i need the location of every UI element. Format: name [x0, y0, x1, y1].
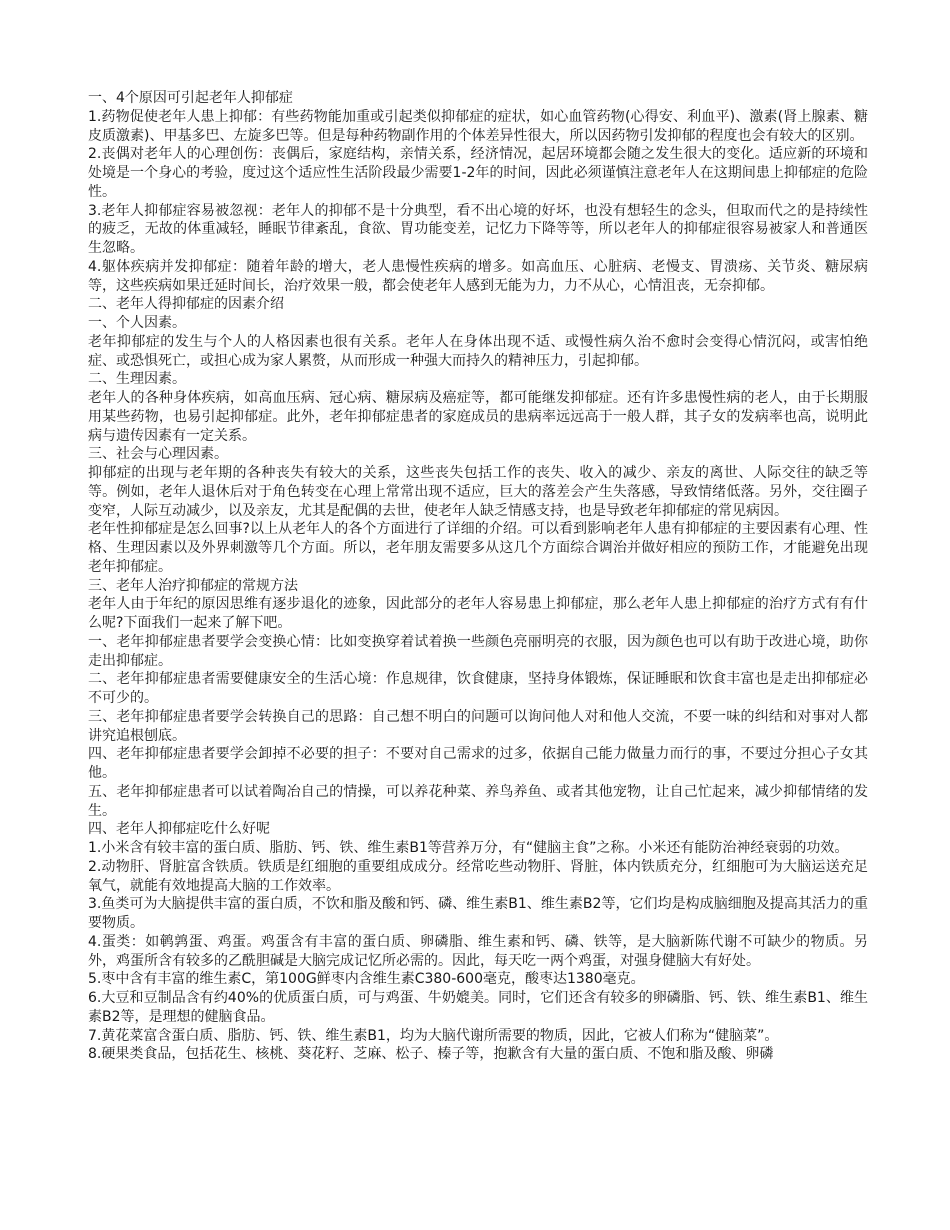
paragraph: 3.鱼类可为大脑提供丰富的蛋白质，不饮和脂及酸和钙、磷、维生素B1、维生素B2等，它们均是构成脑细胞及提高其活力的重要物质。	[88, 896, 868, 931]
paragraph: 2.动物肝、肾脏富含铁质。铁质是红细胞的重要组成成分。经常吃些动物肝、肾脏，体内铁质充分，红细胞可为大脑运送充足氧气，就能有效地提高大脑的工作效率。	[88, 858, 868, 894]
paragraph: 4.躯体疾病并发抑郁症：随着年龄的增大，老人患慢性疾病的增多。如高血压、心脏病、老慢支、胃溃疡、关节炎、糖尿病等，这些疾病如果迁延时间长，治疗效果一般，都会使老年人感到无能为力，力不从心，心情沮丧，无奈抑郁。	[88, 258, 868, 294]
paragraph: 4.蛋类：如鹌鹑蛋、鸡蛋。鸡蛋含有丰富的蛋白质、卵磷脂、维生素和钙、磷、铁等，是大脑新陈代谢不可缺少的物质。另外，鸡蛋所含有较多的乙酰胆碱是大脑完成记忆所必需的。因此，每天吃一两个鸡蛋，对强身健脑大有好处。	[88, 933, 868, 969]
subheading: 一、个人因素。	[88, 315, 186, 331]
paragraph: 抑郁症的出现与老年期的各种丧失有较大的关系，这些丧失包括工作的丧失、收入的减少、亲友的离世、人际交往的缺乏等等。例如，老年人退休后对于角色转变在心理上常常出现不适应，巨大的落差会产生失落感，导致情绪低落。另外，交往圈子变窄，人际互动减少，以及亲友，尤其是配偶的去世，使老年人缺乏情感支持，也是导致老年抑郁症的常见病因。	[88, 465, 868, 519]
section-heading: 二、老年人得抑郁症的因素介绍	[88, 296, 284, 313]
paragraph: 四、老年抑郁症患者要学会卸掉不必要的担子：不要对自己需求的过多，依据自己能力做量力而行的事，不要过分担心子女其他。	[88, 746, 868, 781]
paragraph: 7.黄花菜富含蛋白质、脂肪、钙、铁、维生素B1，均为大脑代谢所需要的物质，因此，它被人们称为“健脑菜”。	[88, 1027, 779, 1044]
paragraph: 1.药物促使老年人患上抑郁：有些药物能加重或引起类似抑郁症的症状，如心血管药物(心得安、利血平)、激素(肾上腺素、糖皮质激素)、甲基多巴、左旋多巴等。但是每种药物副作用的个体差异性很大，所以因药物引发抑郁的程度也会有较大的区别。	[88, 108, 868, 144]
paragraph: 老年人由于年纪的原因思维有逐步退化的迹象，因此部分的老年人容易患上抑郁症，那么老年人患上抑郁症的治疗方式有有什么呢?下面我们一起来了解下吧。	[88, 596, 868, 631]
paragraph: 老年性抑郁症是怎么回事?以上从老年人的各个方面进行了详细的介绍。可以看到影响老年人患有抑郁症的主要因素有心理、性格、生理因素以及外界刺激等几个方面。所以，老年朋友需要多从这几个方面综合调治并做好相应的预防工作，才能避免出现老年抑郁症。	[88, 521, 868, 575]
paragraph: 五、老年抑郁症患者可以试着陶冶自己的情操，可以养花种菜、养鸟养鱼、或者其他宠物，让自己忙起来，减少抑郁情绪的发生。	[88, 783, 868, 819]
paragraph: 二、老年抑郁症患者需要健康安全的生活心境：作息规律，饮食健康，坚持身体锻炼，保证睡眠和饮食丰富也是走出抑郁症必不可少的。	[88, 671, 868, 706]
paragraph: 5.枣中含有丰富的维生素C，第100G鲜枣内含维生素C380-600毫克，酸枣达1380毫克。	[88, 971, 645, 988]
subheading: 三、社会与心理因素。	[88, 446, 228, 463]
section-heading: 四、老年人抑郁症吃什么好呢	[88, 821, 270, 838]
document-body	[88, 89, 868, 1064]
paragraph: 一、老年抑郁症患者要学会变换心情：比如变换穿着试着换一些颜色亮丽明亮的衣服，因为颜色也可以有助于改进心境，助你走出抑郁症。	[88, 633, 868, 669]
paragraph: 老年人的各种身体疾病，如高血压病、冠心病、糖尿病及癌症等，都可能继发抑郁症。还有许多患慢性病的老人，由于长期服用某些药物，也易引起抑郁症。此外，老年抑郁症患者的家庭成员的患病率远远高于一般人群，其子女的发病率也高，说明此病与遗传因素有一定关系。	[88, 390, 868, 444]
section-heading: 一、4个原因可引起老年人抑郁症	[88, 90, 293, 106]
paragraph: 老年抑郁症的发生与个人的人格因素也很有关系。老年人在身体出现不适、或慢性病久治不愈时会变得心情沉闷，或害怕绝症、或恐惧死亡，或担心成为家人累赘，从而形成一种强大而持久的精神压力，引起抑郁。	[88, 333, 868, 369]
paragraph: 6.大豆和豆制品含有约40%的优质蛋白质，可与鸡蛋、牛奶媲美。同时，它们还含有较多的卵磷脂、钙、铁、维生素B1、维生素B2等，是理想的健脑食品。	[88, 990, 868, 1025]
subheading: 二、生理因素。	[88, 371, 186, 388]
paragraph: 2.丧偶对老年人的心理创伤：丧偶后，家庭结构，亲情关系，经济情况，起居环境都会随之发生很大的变化。适应新的环境和处境是一个身心的考验，度过这个适应性生活阶段最少需要1-2年的时间，因此必须谨慎注意老年人在这期间患上抑郁症的危险性。	[88, 146, 868, 200]
paragraph: 三、老年抑郁症患者要学会转换自己的思路：自己想不明白的问题可以询问他人对和他人交流，不要一味的纠结和对事对人都讲究追根刨底。	[88, 708, 868, 744]
section-heading: 三、老年人治疗抑郁症的常规方法	[88, 577, 298, 594]
paragraph: 8.硬果类食品，包括花生、核桃、葵花籽、芝麻、松子、榛子等，抱歉含有大量的蛋白质、不饱和脂及酸、卵磷	[88, 1046, 774, 1063]
paragraph: 3.老年人抑郁症容易被忽视：老年人的抑郁不是十分典型，看不出心境的好坏，也没有想轻生的念头，但取而代之的是持续性的疲乏，无故的体重减轻，睡眠节律紊乱，食欲、胃功能变差，记忆力下降等等，所以老年人的抑郁症很容易被家人和普通医生忽略。	[88, 202, 868, 256]
paragraph: 1.小米含有较丰富的蛋白质、脂肪、钙、铁、维生素B1等营养万分，有“健脑主食”之称。小米还有能防治神经衰弱的功效。	[88, 840, 849, 856]
